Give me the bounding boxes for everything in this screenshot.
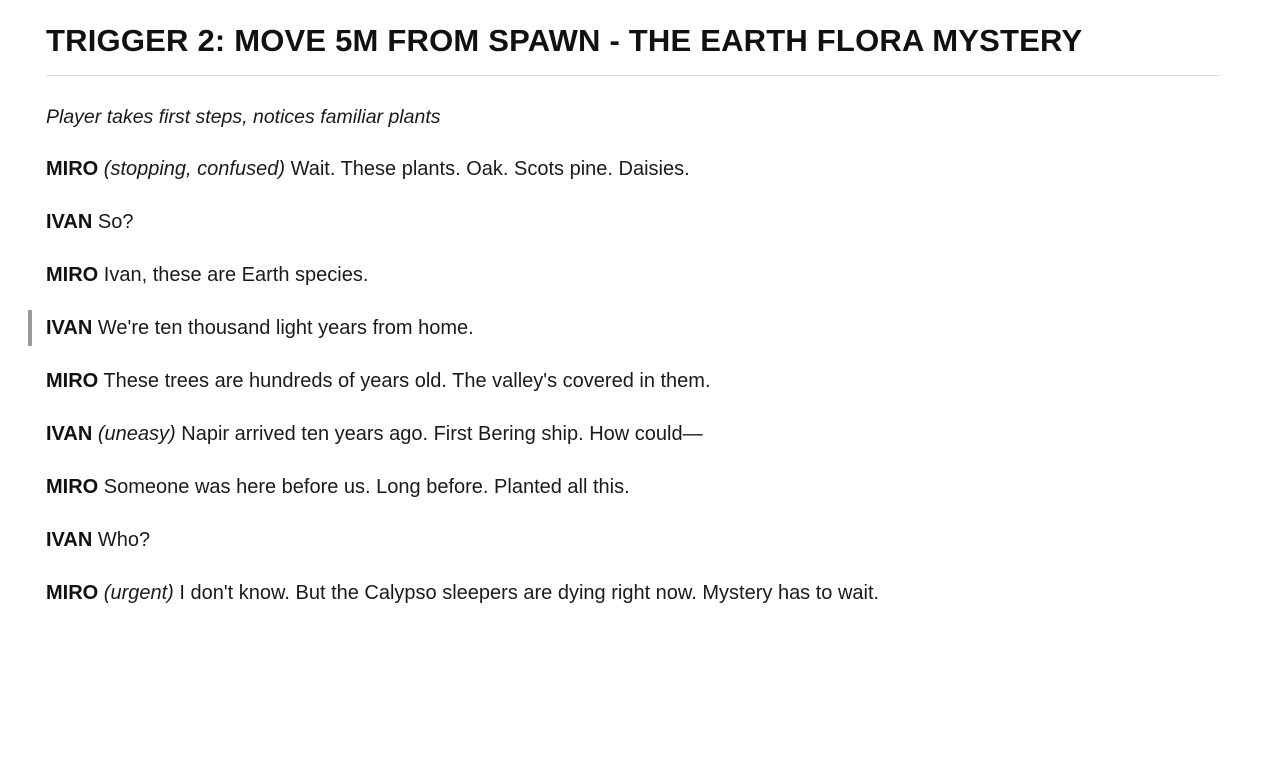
dialogue-text: Ivan, these are Earth species. xyxy=(103,264,369,287)
dialogue-line xyxy=(46,526,1219,555)
dialogue-text: Someone was here before us. Long before. Planted all this. xyxy=(103,476,630,499)
dialogue-text: We're ten thousand light years from home. xyxy=(97,317,474,340)
parenthetical: (uneasy) xyxy=(97,423,176,446)
dialogue-line xyxy=(46,473,1219,502)
dialogue-line xyxy=(46,367,1219,396)
dialogue-text: Wait. These plants. Oak. Scots pine. Daisies. xyxy=(290,158,690,181)
dialogue-line xyxy=(46,420,1219,449)
speaker-name: IVAN xyxy=(46,211,93,234)
dialogue-line xyxy=(46,261,1219,290)
page-title: TRIGGER 2: MOVE 5M FROM SPAWN - THE EARTH FLORA MYSTERY xyxy=(46,23,1083,58)
parenthetical: (stopping, confused) xyxy=(103,158,286,181)
dialogue-line-highlighted xyxy=(46,314,1219,343)
speaker-name: IVAN xyxy=(46,423,93,446)
title-divider xyxy=(46,75,1219,76)
stage-direction: Player takes first steps, notices familiar plants xyxy=(46,105,441,128)
speaker-name: IVAN xyxy=(46,529,93,552)
dialogue-text: So? xyxy=(97,211,134,234)
speaker-name: IVAN xyxy=(46,317,93,340)
dialogue-line xyxy=(46,208,1219,237)
speaker-name: MIRO xyxy=(46,370,99,393)
speaker-name: MIRO xyxy=(46,264,99,287)
speaker-name: MIRO xyxy=(46,158,99,181)
dialogue-text: These trees are hundreds of years old. The valley's covered in them. xyxy=(103,370,711,393)
dialogue-text: I don't know. But the Calypso sleepers are dying right now. Mystery has to wait. xyxy=(179,582,880,605)
parenthetical: (urgent) xyxy=(103,582,174,605)
dialogue-text: Napir arrived ten years ago. First Bering ship. How could— xyxy=(181,423,703,446)
dialogue-line xyxy=(46,579,1219,608)
speaker-name: MIRO xyxy=(46,476,99,499)
dialogue-text: Who? xyxy=(97,529,151,552)
speaker-name: MIRO xyxy=(46,582,99,605)
dialogue-line xyxy=(46,155,1219,184)
